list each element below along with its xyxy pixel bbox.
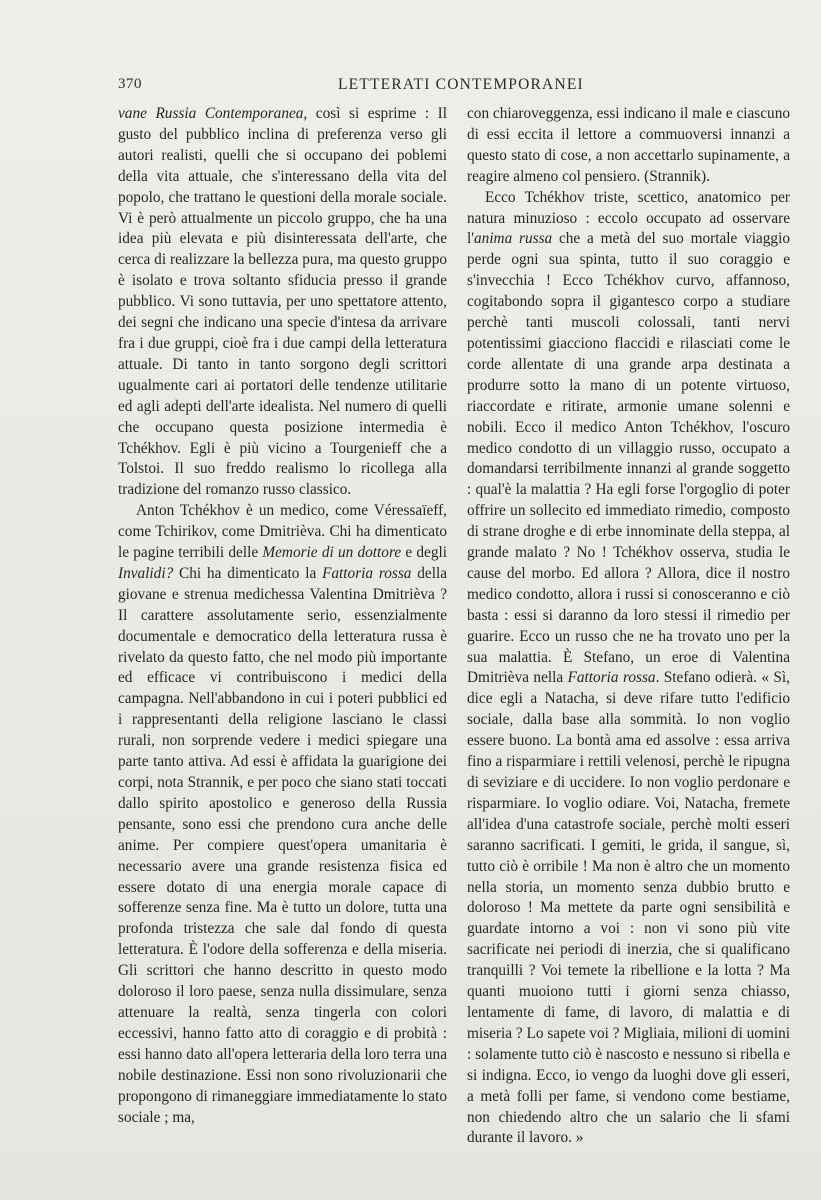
- page-number: 370: [118, 76, 142, 92]
- body-text: che a metà del suo mortale viaggio perde ogni sua spinta, tutto il suo coraggio e s'invecchia ! Ecco Tchékhov curvo, affannoso, cogitabondo sopra il gigantesco corpo a studiare perchè tanti muscoli colossali, tanti nervi potentissimi giacciono flaccidi e rilasciati come le corde allentate di una grande arpa destinata a produrre sotto la mano di un potente virtuoso, riaccordate e ritirate, armonie umane solenni e nobili. Ecco il medico Anton Tchékhov, l'oscuro medico condotto di un villaggio russo, occupato a domandarsi terribilmente innanzi al grande soggetto : qual'è la malattia ? Ha egli forse l'orgoglio di poter offrire un sollecito ed immediato rimedio, composto di strane droghe e di erbe innominate della steppa, al grande malato ? No ! Tchékhov osserva, studia le cause del morbo. Ed allora ? Allora, dice il nostro medico condotto, allora i russi si conosceranno e ciò basta : essi si daranno da loro stessi il rimedio per guarire. Ecco un russo che ne ha trovato uno per la sua malattia. È Stefano, un eroe di Valentina Dmitrièva nella: [467, 230, 790, 687]
- body-text: Ecco Tchékhov triste, scettico, anatomico per natura minuzioso : eccolo occupato ad osservare l': [467, 188, 790, 248]
- body-text: con chiaroveggenza, essi indicano il male e ciascuno di essi eccita il lettore a commuoversi innanzi a questo stato di cose, a non accettarlo supinamente, a reagire almeno col pensiero. (Strannik).: [467, 105, 790, 185]
- page-header: [118, 76, 716, 100]
- right-text-column: [467, 104, 790, 1149]
- italic-title-text: Memorie di un dottore: [262, 544, 402, 562]
- body-text: e degli: [401, 544, 447, 562]
- italic-title-text: Fattoria rossa: [322, 564, 412, 582]
- body-text: Chi ha dimenticato la: [173, 564, 323, 582]
- italic-title-text: vane Russia Contemporanea: [118, 105, 304, 122]
- body-text: Anton Tchékhov è un medico, come Véressaïeff, come Tchirikov, come Dmitrièva. Chi ha dimenticato le pagine terribili delle: [118, 502, 447, 562]
- body-text: , così si esprime : Il gusto del pubblico inclina di preferenza verso gli autori realisti, quelli che si occupano dei poblemi della vita attuale, che s'interessano della vita del popolo, che trattano le questioni della morale sociale. Vi è però attualmente un piccolo gruppo, che ha una idea più elevata e più disinteressata dell'arte, che cerca di realizzare la bellezza pura, ma questo gruppo è isolato e trova soltanto sfiducia presso il grande pubblico. Vi sono tuttavia, per uno spettatore attento, dei segni che indicano una specie d'intesa da arrivare fra i due gruppi, cioè fra i due campi della letteratura attuale. Di tanto in tanto sorgono degli scrittori ugualmente cari ai portatori delle tendenze utilitarie ed agli adepti dell'arte idealista. Nel numero di quelli che occupano questa posizione intermedia è Tchékhov. Egli è più vicino a Tourgenieff che a Tolstoi. Il suo freddo realismo lo ricollega alla tradizione del romanzo russo classico.: [118, 105, 447, 499]
- body-text: . Stefano odierà. « Sì, dice egli a Natacha, si deve rifare tutto l'edificio sociale, dalla base alla sommità. Io non voglio essere buono. La bontà ama ed assolve : essa arriva fino a risparmiare i rettili velenosi, perchè le ripugna di seviziare e di uccidere. Io non voglio perdonare e risparmiare. Io voglio odiare. Voi, Natacha, fremete all'idea d'una catastrofe sociale, perchè molti esseri saranno sacrificati. I gemiti, le grida, il sangue, sì, tutto ciò è orribile ! Ma non è altro che un momento nella storia, un momento senza dubbio brutto e doloroso ! Ma mettete da parte ogni sensibilità e guardate intorno a voi : non vi sono più vite sacrificate nei periodi di inerzia, che si qualificano tranquilli ? Voi temete la ribellione e la lotta ? Ma quanti muoiono tutti i giorni senza chiasso, lentamente di fame, di lavoro, di malattia e di miseria ? Lo sapete voi ? Migliaia, milioni di uomini : solamente tutto ciò è nascosto e nessuno si ribella e si indigna. Ecco, io vengo da luoghi dove gli esseri, a metà folli per fame, si vendono come bestiame, non chiedendo altro che un salario che li sfami durante il lavoro. »: [467, 669, 791, 1147]
- paragraph: [118, 104, 447, 501]
- paragraph: [467, 188, 790, 1150]
- left-text-column: [118, 104, 447, 1128]
- italic-title-text: anima russa: [474, 230, 553, 248]
- paragraph: [118, 501, 447, 1128]
- italic-title-text: Invalidi?: [118, 564, 174, 582]
- paragraph: [467, 104, 790, 188]
- body-text: della giovane e strenua medichessa Valentina Dmitrièva ? Il carattere assolutamente serio, essenzialmente documentale e democratico della letteratura russa è rivelato da questo fatto, che nel modo più importante ed efficace vi contribuiscono i medici della campagna. Nell'abbandono in cui i poteri pubblici ed i rappresentanti della religione lasciano le classi rurali, non sorprende vedere i medici spiegare una parte tanto attiva. Ad essi è affidata la guarigione dei corpi, nota Strannik, e per poco che siano stati toccati dallo spirito apostolico e generoso della Russia pensante, sono essi che prendono cura anche delle anime. Per compiere quest'opera umanitaria è necessario avere una grande resistenza fisica ed essere dotato di una energia morale capace di sofferenze senza fine. Ma è tutto un dolore, tutta una profonda tristezza che sale dal fondo di questa letteratura. È l'odore della sofferenza e della miseria. Gli scrittori che hanno descritto in questo modo doloroso il loro paese, senza nulla dissimulare, senza attenuare la realtà, senza tingerla con colori eccessivi, hanno fatto atto di coraggio e di probità : essi hanno dato all'opera letteraria della loro terra una nobile destinazione. Essi non sono rivoluzionarii che propongono di rimaneggiare immediatamente lo stato sociale ; ma,: [118, 564, 447, 1126]
- running-title: LETTERATI CONTEMPORANEI: [338, 76, 584, 93]
- italic-title-text: Fattoria rossa: [567, 669, 656, 687]
